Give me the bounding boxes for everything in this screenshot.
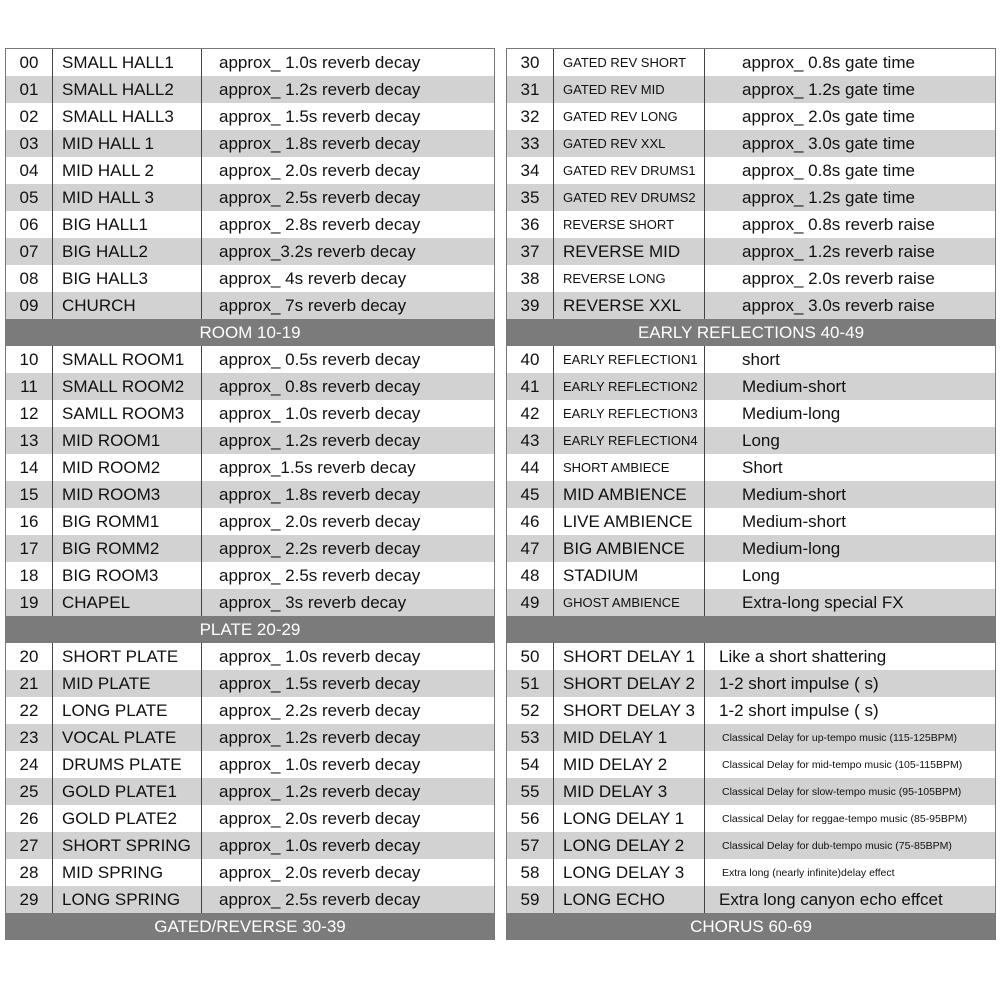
preset-name: MID DELAY 3 [554, 778, 705, 805]
preset-number: 49 [507, 589, 554, 616]
preset-description: approx_ 3.0s reverb raise [742, 295, 935, 315]
preset-row [507, 562, 995, 589]
preset-row [6, 211, 494, 238]
preset-row [507, 535, 995, 562]
preset-number: 48 [507, 562, 554, 589]
preset-number: 30 [507, 49, 554, 76]
preset-row [507, 103, 995, 130]
preset-row [6, 886, 494, 913]
preset-name: GATED REV SHORT [554, 49, 705, 76]
preset-row [6, 103, 494, 130]
preset-row [6, 724, 494, 751]
preset-number: 28 [6, 859, 53, 886]
preset-row [507, 346, 995, 373]
preset-row [507, 265, 995, 292]
preset-description: approx_ 1.2s reverb decay [219, 727, 421, 747]
preset-name: GATED REV XXL [554, 130, 705, 157]
preset-description: approx_ 2.0s reverb decay [219, 808, 421, 828]
section-header [507, 616, 995, 643]
preset-row [6, 130, 494, 157]
preset-row [6, 292, 494, 319]
preset-number: 55 [507, 778, 554, 805]
preset-name: MID ROOM1 [53, 427, 202, 454]
preset-description: Classical Delay for reggae-tempo music (85-95BPM) [722, 812, 968, 825]
preset-description: approx_ 1.2s gate time [742, 187, 915, 207]
preset-description: Extra long canyon echo effcet [719, 889, 943, 909]
preset-row [507, 643, 995, 670]
preset-name: SMALL HALL1 [53, 49, 202, 76]
preset-name: LONG DELAY 3 [554, 859, 705, 886]
preset-description: Medium-long [742, 538, 841, 558]
preset-number: 11 [6, 373, 53, 400]
preset-number: 10 [6, 346, 53, 373]
preset-row [507, 76, 995, 103]
preset-number: 40 [507, 346, 554, 373]
preset-number: 20 [6, 643, 53, 670]
preset-row [6, 670, 494, 697]
preset-name: REVERSE SHORT [554, 211, 705, 238]
preset-description: Extra-long special FX [742, 592, 904, 612]
preset-name: SMALL ROOM2 [53, 373, 202, 400]
preset-row [507, 724, 995, 751]
preset-number: 57 [507, 832, 554, 859]
preset-name: SHORT PLATE [53, 643, 202, 670]
preset-number: 08 [6, 265, 53, 292]
preset-row [6, 76, 494, 103]
preset-name: GOLD PLATE1 [53, 778, 202, 805]
preset-description: approx_ 0.8s reverb decay [219, 376, 421, 396]
preset-description: approx_ 1.2s gate time [742, 79, 915, 99]
preset-description: Long [742, 565, 780, 585]
preset-number: 05 [6, 184, 53, 211]
preset-row [507, 454, 995, 481]
preset-description: approx_ 2.2s reverb decay [219, 538, 421, 558]
preset-description: approx_ 3.0s gate time [742, 133, 915, 153]
preset-row [507, 751, 995, 778]
preset-description: approx_ 2.5s reverb decay [219, 187, 421, 207]
preset-row [507, 481, 995, 508]
preset-name: MID SPRING [53, 859, 202, 886]
preset-description: Long [742, 430, 780, 450]
preset-row [507, 400, 995, 427]
preset-number: 01 [6, 76, 53, 103]
preset-number: 07 [6, 238, 53, 265]
preset-description: approx_ 0.8s reverb raise [742, 214, 935, 234]
preset-row [6, 400, 494, 427]
preset-number: 14 [6, 454, 53, 481]
preset-name: MID ROOM2 [53, 454, 202, 481]
preset-number: 15 [6, 481, 53, 508]
preset-row [507, 211, 995, 238]
preset-number: 33 [507, 130, 554, 157]
preset-description: 1-2 short impulse ( s) [719, 673, 879, 693]
preset-description: approx_ 1.5s reverb decay [219, 673, 421, 693]
preset-number: 25 [6, 778, 53, 805]
preset-name: LONG SPRING [53, 886, 202, 913]
preset-number: 47 [507, 535, 554, 562]
preset-name: LONG DELAY 2 [554, 832, 705, 859]
preset-number: 59 [507, 886, 554, 913]
preset-description: Extra long (nearly infinite)delay effect [722, 866, 895, 879]
preset-name: SHORT DELAY 2 [554, 670, 705, 697]
preset-row [507, 157, 995, 184]
preset-number: 22 [6, 697, 53, 724]
preset-number: 58 [507, 859, 554, 886]
preset-name: EARLY REFLECTION4 [554, 427, 705, 454]
preset-description: Medium-short [742, 484, 846, 504]
preset-row [6, 778, 494, 805]
preset-number: 19 [6, 589, 53, 616]
preset-number: 13 [6, 427, 53, 454]
preset-description: approx_ 1.2s reverb raise [742, 241, 935, 261]
preset-row [507, 778, 995, 805]
preset-row [6, 832, 494, 859]
preset-name: SHORT SPRING [53, 832, 202, 859]
preset-name: GATED REV MID [554, 76, 705, 103]
preset-number: 53 [507, 724, 554, 751]
preset-row [6, 643, 494, 670]
preset-number: 41 [507, 373, 554, 400]
preset-description: approx_ 1.0s reverb decay [219, 835, 421, 855]
preset-description: approx_ 1.0s reverb decay [219, 403, 421, 423]
preset-number: 45 [507, 481, 554, 508]
preset-description: Medium-long [742, 403, 841, 423]
preset-row [6, 589, 494, 616]
preset-row [507, 886, 995, 913]
preset-number: 37 [507, 238, 554, 265]
preset-description: approx_ 1.8s reverb decay [219, 484, 421, 504]
preset-name: REVERSE LONG [554, 265, 705, 292]
preset-number: 09 [6, 292, 53, 319]
preset-description: approx_ 4s reverb decay [219, 268, 407, 288]
preset-row [507, 805, 995, 832]
preset-number: 44 [507, 454, 554, 481]
preset-number: 35 [507, 184, 554, 211]
preset-number: 03 [6, 130, 53, 157]
preset-description: approx_ 0.8s gate time [742, 160, 915, 180]
preset-number: 27 [6, 832, 53, 859]
preset-row [507, 670, 995, 697]
preset-description: approx_1.5s reverb decay [219, 457, 416, 477]
preset-description: Medium-short [742, 511, 846, 531]
preset-number: 17 [6, 535, 53, 562]
preset-row [6, 697, 494, 724]
preset-name: MID HALL 2 [53, 157, 202, 184]
preset-name: MID PLATE [53, 670, 202, 697]
preset-number: 29 [6, 886, 53, 913]
preset-name: LIVE AMBIENCE [554, 508, 705, 535]
preset-name: GOLD PLATE2 [53, 805, 202, 832]
preset-description: approx_ 1.8s reverb decay [219, 133, 421, 153]
preset-number: 38 [507, 265, 554, 292]
section-header: ROOM 10-19 [6, 319, 494, 346]
preset-description: approx_ 2.0s reverb decay [219, 160, 421, 180]
preset-row [6, 751, 494, 778]
preset-name: EARLY REFLECTION3 [554, 400, 705, 427]
preset-number: 50 [507, 643, 554, 670]
preset-row [6, 184, 494, 211]
preset-row [507, 832, 995, 859]
preset-name: BIG ROMM2 [53, 535, 202, 562]
preset-name: CHAPEL [53, 589, 202, 616]
preset-number: 56 [507, 805, 554, 832]
preset-description: approx_ 1.5s reverb decay [219, 106, 421, 126]
preset-row [507, 427, 995, 454]
preset-name: LONG PLATE [53, 697, 202, 724]
preset-number: 39 [507, 292, 554, 319]
preset-description: approx_ 0.5s reverb decay [219, 349, 421, 369]
preset-number: 12 [6, 400, 53, 427]
preset-description: Like a short shattering [719, 646, 887, 666]
preset-description: approx_ 2.0s reverb decay [219, 862, 421, 882]
preset-number: 26 [6, 805, 53, 832]
preset-row [6, 373, 494, 400]
preset-description: approx_3.2s reverb decay [219, 241, 416, 261]
preset-description: approx_ 7s reverb decay [219, 295, 407, 315]
preset-row [507, 589, 995, 616]
preset-description: approx_ 1.2s reverb decay [219, 430, 421, 450]
preset-description: Medium-short [742, 376, 846, 396]
preset-name: EARLY REFLECTION2 [554, 373, 705, 400]
preset-name: STADIUM [554, 562, 705, 589]
preset-name: GATED REV LONG [554, 103, 705, 130]
preset-row [6, 265, 494, 292]
preset-name: BIG ROOM3 [53, 562, 202, 589]
preset-name: MID HALL 3 [53, 184, 202, 211]
preset-number: 42 [507, 400, 554, 427]
preset-name: MID HALL 1 [53, 130, 202, 157]
preset-name: REVERSE XXL [554, 292, 705, 319]
preset-name: GHOST AMBIENCE [554, 589, 705, 616]
preset-name: BIG HALL2 [53, 238, 202, 265]
preset-name: SHORT DELAY 3 [554, 697, 705, 724]
preset-row [6, 427, 494, 454]
preset-name: BIG ROMM1 [53, 508, 202, 535]
preset-number: 18 [6, 562, 53, 589]
preset-description: approx_ 1.0s reverb decay [219, 646, 421, 666]
preset-name: SHORT AMBIECE [554, 454, 705, 481]
preset-row [6, 454, 494, 481]
preset-number: 04 [6, 157, 53, 184]
preset-description: approx_ 2.2s reverb decay [219, 700, 421, 720]
preset-description: approx_ 1.2s reverb decay [219, 79, 421, 99]
preset-number: 32 [507, 103, 554, 130]
preset-description: approx_ 2.0s reverb decay [219, 511, 421, 531]
preset-row [507, 859, 995, 886]
preset-description: Classical Delay for up-tempo music (115-125BPM) [722, 731, 957, 744]
preset-number: 06 [6, 211, 53, 238]
preset-number: 34 [507, 157, 554, 184]
preset-name: BIG AMBIENCE [554, 535, 705, 562]
preset-description: approx_ 3s reverb decay [219, 592, 407, 612]
preset-number: 46 [507, 508, 554, 535]
preset-name: MID DELAY 2 [554, 751, 705, 778]
preset-name: DRUMS PLATE [53, 751, 202, 778]
preset-number: 52 [507, 697, 554, 724]
preset-row [6, 562, 494, 589]
preset-description: Classical Delay for mid-tempo music (105-115BPM) [722, 758, 963, 771]
section-header: EARLY REFLECTIONS 40-49 [507, 319, 995, 346]
preset-number: 51 [507, 670, 554, 697]
preset-number: 24 [6, 751, 53, 778]
preset-description: approx_ 2.0s reverb raise [742, 268, 935, 288]
preset-name: MID ROOM3 [53, 481, 202, 508]
preset-description: Classical Delay for dub-tempo music (75-85BPM) [722, 839, 952, 852]
preset-name: LONG DELAY 1 [554, 805, 705, 832]
preset-row [6, 238, 494, 265]
preset-description: approx_ 1.0s reverb decay [219, 52, 421, 72]
right-preset-table [506, 48, 996, 940]
preset-row [6, 508, 494, 535]
preset-number: 54 [507, 751, 554, 778]
preset-row [507, 508, 995, 535]
preset-row [6, 805, 494, 832]
preset-name: GATED REV DRUMS1 [554, 157, 705, 184]
left-preset-table [5, 48, 495, 940]
preset-name: MID AMBIENCE [554, 481, 705, 508]
preset-row [507, 130, 995, 157]
preset-name: SAMLL ROOM3 [53, 400, 202, 427]
preset-row [507, 184, 995, 211]
preset-name: BIG HALL3 [53, 265, 202, 292]
preset-name: SMALL ROOM1 [53, 346, 202, 373]
preset-name: BIG HALL1 [53, 211, 202, 238]
preset-number: 43 [507, 427, 554, 454]
preset-number: 36 [507, 211, 554, 238]
preset-number: 23 [6, 724, 53, 751]
preset-name: SMALL HALL3 [53, 103, 202, 130]
preset-row [507, 292, 995, 319]
preset-description: short [742, 349, 780, 369]
preset-name: GATED REV DRUMS2 [554, 184, 705, 211]
preset-row [507, 49, 995, 76]
preset-description: approx_ 2.5s reverb decay [219, 565, 421, 585]
preset-description: approx_ 0.8s gate time [742, 52, 915, 72]
preset-description: approx_ 2.8s reverb decay [219, 214, 421, 234]
preset-description: Classical Delay for slow-tempo music (95-105BPM) [722, 785, 962, 798]
preset-name: SHORT DELAY 1 [554, 643, 705, 670]
preset-row [507, 238, 995, 265]
preset-number: 16 [6, 508, 53, 535]
preset-description: approx_ 2.0s gate time [742, 106, 915, 126]
preset-row [507, 373, 995, 400]
preset-name: SMALL HALL2 [53, 76, 202, 103]
preset-name: LONG ECHO [554, 886, 705, 913]
preset-number: 00 [6, 49, 53, 76]
preset-row [6, 49, 494, 76]
preset-description: Short [742, 457, 783, 477]
section-header: GATED/REVERSE 30-39 [6, 913, 494, 940]
preset-number: 21 [6, 670, 53, 697]
preset-name: EARLY REFLECTION1 [554, 346, 705, 373]
preset-row [6, 481, 494, 508]
preset-row [507, 697, 995, 724]
preset-description: approx_ 2.5s reverb decay [219, 889, 421, 909]
preset-name: MID DELAY 1 [554, 724, 705, 751]
preset-description: 1-2 short impulse ( s) [719, 700, 879, 720]
preset-row [6, 157, 494, 184]
preset-description: approx_ 1.0s reverb decay [219, 754, 421, 774]
preset-name: REVERSE MID [554, 238, 705, 265]
section-header: CHORUS 60-69 [507, 913, 995, 940]
preset-row [6, 346, 494, 373]
preset-row [6, 859, 494, 886]
preset-number: 02 [6, 103, 53, 130]
preset-number: 31 [507, 76, 554, 103]
preset-row [6, 535, 494, 562]
preset-name: CHURCH [53, 292, 202, 319]
preset-name: VOCAL PLATE [53, 724, 202, 751]
preset-description: approx_ 1.2s reverb decay [219, 781, 421, 801]
section-header: PLATE 20-29 [6, 616, 494, 643]
